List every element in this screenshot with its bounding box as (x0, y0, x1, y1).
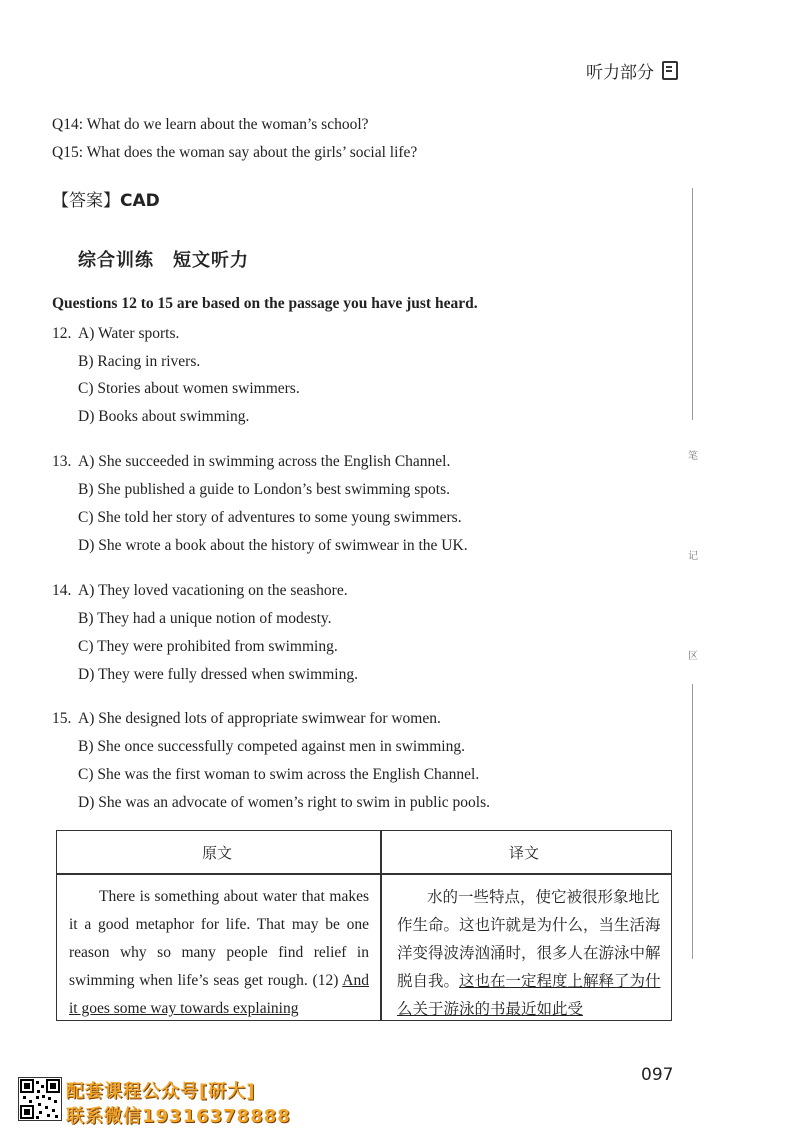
option-a: A) She designed lots of appropriate swimwear for women. (78, 710, 441, 727)
section-title: 综合训练 短文听力 (78, 250, 249, 271)
question-tag: (12) (312, 972, 339, 989)
original-underlined: And it goes some way towards explaining (69, 972, 369, 1017)
question-number: 14. (52, 582, 72, 599)
translation-text (397, 883, 662, 1023)
table-column-divider (380, 831, 382, 1020)
headphones-icon (662, 61, 678, 80)
option-b: B) She once successfully competed against men in swimming. (78, 738, 465, 755)
option-d: D) She wrote a book about the history of swimwear in the UK. (78, 537, 468, 554)
option-a: A) Water sports. (78, 325, 180, 342)
translation-underlined: 这也在一定程度上解释了为什么关于游泳的书最近如此受 (397, 972, 661, 1018)
translation-paragraph: 水的一些特点，使它被很形象地比作生命。这也许就是为什么，当生活海洋变得波涛汹涌时，很多人在游泳中解脱自我。 (397, 888, 661, 990)
original-paragraph: There is something about water that makes it a good metaphor for life. That may be one reason why so many people find relief in swimming when life’s seas get rough. (69, 888, 369, 989)
question-number: 13. (52, 453, 72, 470)
table-header-divider (57, 873, 671, 875)
margin-note-char: 笔 (688, 451, 698, 462)
margin-note-char: 记 (688, 551, 698, 562)
question-number: 12. (52, 325, 72, 342)
option-c: C) They were prohibited from swimming. (78, 638, 338, 655)
table-header-original: 原文 (202, 844, 233, 862)
promo-line-1: 配套课程公众号[研大] (66, 1081, 256, 1102)
option-c: C) Stories about women swimmers. (78, 380, 300, 397)
table-header-translation: 译文 (509, 844, 540, 862)
margin-note-char: 区 (688, 651, 698, 662)
option-a: A) They loved vacationing on the seashore. (78, 582, 348, 599)
translation-table (56, 830, 672, 1021)
option-d: D) Books about swimming. (78, 408, 250, 425)
page-header (0, 58, 678, 83)
option-b: B) They had a unique notion of modesty. (78, 610, 332, 627)
answer-label: 【答案】 (52, 191, 120, 211)
prev-question-q15: Q15: What does the woman say about the girls’ social life? (52, 144, 418, 161)
margin-rule-bottom (692, 684, 693, 959)
option-d: D) They were fully dressed when swimming. (78, 666, 358, 683)
answer-value: CAD (120, 191, 160, 211)
qr-code-icon (18, 1077, 62, 1121)
option-c: C) She was the first woman to swim across the English Channel. (78, 766, 480, 783)
answer-line (52, 186, 160, 211)
page-number: 097 (641, 1065, 674, 1085)
question-number: 15. (52, 710, 72, 727)
original-text (69, 883, 369, 1023)
prev-question-q14: Q14: What do we learn about the woman’s school? (52, 116, 369, 133)
option-d: D) She was an advocate of women’s right to swim in public pools. (78, 794, 490, 811)
option-a: A) She succeeded in swimming across the English Channel. (78, 453, 451, 470)
option-b: B) Racing in rivers. (78, 353, 201, 370)
promo-line-2: 联系微信19316378888 (66, 1106, 291, 1127)
option-b: B) She published a guide to London’s best swimming spots. (78, 481, 450, 498)
section-header-title: 听力部分 (586, 63, 654, 83)
instruction: Questions 12 to 15 are based on the passage you have just heard. (52, 295, 478, 312)
option-c: C) She told her story of adventures to some young swimmers. (78, 509, 462, 526)
margin-rule-top (692, 188, 693, 420)
